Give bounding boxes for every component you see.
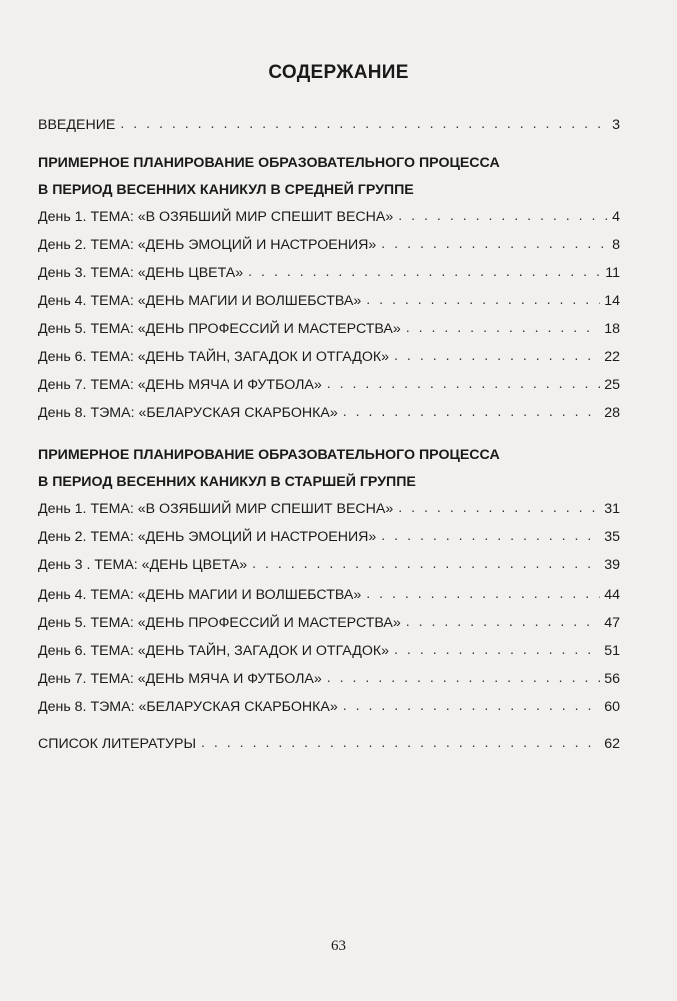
toc-entry-page: 44 [604, 587, 620, 603]
dot-leader [120, 116, 608, 132]
toc-entry-page: 51 [604, 643, 620, 659]
dot-leader [398, 208, 608, 224]
section-heading-senior-group [38, 442, 620, 496]
toc-entry[interactable] [38, 557, 620, 573]
dot-leader [248, 264, 601, 280]
toc-entry-page: 62 [604, 736, 620, 752]
section-heading-line: В ПЕРИОД ВЕСЕННИХ КАНИКУЛ В СТАРШЕЙ ГРУППЕ [38, 474, 416, 490]
toc-entry-label: День 2. ТЕМА: «ДЕНЬ ЭМОЦИЙ И НАСТРОЕНИЯ» [38, 529, 377, 545]
toc-entry-label: День 3 . ТЕМА: «ДЕНЬ ЦВЕТА» [38, 557, 248, 573]
dot-leader [327, 376, 600, 392]
dot-leader [394, 642, 600, 658]
toc-entry-label: День 8. ТЭМА: «БЕЛАРУСКАЯ СКАРБОНКА» [38, 405, 338, 421]
toc-entry[interactable] [38, 265, 620, 281]
toc-entry[interactable] [38, 377, 620, 393]
section-heading-middle-group [38, 150, 620, 204]
dot-leader [398, 500, 600, 516]
toc-entry-label: День 4. ТЕМА: «ДЕНЬ МАГИИ И ВОЛШЕБСТВА» [38, 293, 362, 309]
toc-entry[interactable] [38, 321, 620, 337]
toc-entry-label: СПИСОК ЛИТЕРАТУРЫ [38, 736, 197, 752]
toc-entry-label: День 8. ТЭМА: «БЕЛАРУСКАЯ СКАРБОНКА» [38, 699, 338, 715]
dot-leader [252, 556, 600, 572]
toc-entry-label: День 7. ТЕМА: «ДЕНЬ МЯЧА И ФУТБОЛА» [38, 377, 322, 393]
toc-entry-label: День 6. ТЕМА: «ДЕНЬ ТАЙН, ЗАГАДОК И ОТГАДОК» [38, 349, 390, 365]
dot-leader [381, 236, 608, 252]
toc-entry[interactable] [38, 643, 620, 659]
toc-entry-label: День 2. ТЕМА: «ДЕНЬ ЭМОЦИЙ И НАСТРОЕНИЯ» [38, 237, 377, 253]
toc-entry-literature[interactable] [38, 736, 620, 752]
toc-entry-page: 18 [604, 321, 620, 337]
dot-leader [381, 528, 600, 544]
dot-leader [394, 348, 600, 364]
toc-entry-page: 25 [604, 377, 620, 393]
toc-entry-page: 31 [604, 501, 620, 517]
dot-leader [327, 670, 600, 686]
section-heading-line: ПРИМЕРНОЕ ПЛАНИРОВАНИЕ ОБРАЗОВАТЕЛЬНОГО ПРОЦЕССА [38, 155, 500, 171]
toc-entry[interactable] [38, 501, 620, 517]
section-heading-line: В ПЕРИОД ВЕСЕННИХ КАНИКУЛ В СРЕДНЕЙ ГРУППЕ [38, 182, 414, 198]
toc-entry[interactable] [38, 671, 620, 687]
toc-entry[interactable] [38, 237, 620, 253]
toc-entry-label: День 3. ТЕМА: «ДЕНЬ ЦВЕТА» [38, 265, 244, 281]
toc-entry-intro[interactable] [38, 117, 620, 133]
toc-entry-page: 39 [604, 557, 620, 573]
toc-entry-page: 14 [604, 293, 620, 309]
toc-entry-page: 8 [612, 237, 620, 253]
toc-entry-label: День 1. ТЕМА: «В ОЗЯБШИЙ МИР СПЕШИТ ВЕСНА» [38, 209, 394, 225]
dot-leader [343, 404, 601, 420]
toc-entry[interactable] [38, 615, 620, 631]
toc-entry-label: День 4. ТЕМА: «ДЕНЬ МАГИИ И ВОЛШЕБСТВА» [38, 587, 362, 603]
toc-entry-page: 35 [604, 529, 620, 545]
toc-entry-label: День 7. ТЕМА: «ДЕНЬ МЯЧА И ФУТБОЛА» [38, 671, 322, 687]
toc-entry[interactable] [38, 405, 620, 421]
toc-entry-page: 3 [612, 117, 620, 133]
toc-entry[interactable] [38, 529, 620, 545]
toc-entry[interactable] [38, 349, 620, 365]
toc-entry-label: День 1. ТЕМА: «В ОЗЯБШИЙ МИР СПЕШИТ ВЕСНА» [38, 501, 394, 517]
toc-entry-page: 28 [604, 405, 620, 421]
section-heading-line: ПРИМЕРНОЕ ПЛАНИРОВАНИЕ ОБРАЗОВАТЕЛЬНОГО ПРОЦЕССА [38, 447, 500, 463]
toc-entry[interactable] [38, 293, 620, 309]
toc-entry-page: 22 [604, 349, 620, 365]
toc-entry-page: 4 [612, 209, 620, 225]
dot-leader [343, 698, 601, 714]
toc-entry-page: 11 [605, 265, 620, 281]
toc-entry-label: ВВЕДЕНИЕ [38, 117, 116, 133]
dot-leader [366, 586, 600, 602]
toc-entry[interactable] [38, 209, 620, 225]
toc-entry-page: 56 [604, 671, 620, 687]
page-number: 63 [331, 938, 346, 954]
dot-leader [406, 320, 600, 336]
toc-entry-page: 60 [604, 699, 620, 715]
dot-leader [406, 614, 600, 630]
dot-leader [366, 292, 600, 308]
toc-entry-label: День 5. ТЕМА: «ДЕНЬ ПРОФЕССИЙ И МАСТЕРСТВА» [38, 615, 401, 631]
toc-entry-label: День 5. ТЕМА: «ДЕНЬ ПРОФЕССИЙ И МАСТЕРСТВА» [38, 321, 401, 337]
page-title: СОДЕРЖАНИЕ [268, 62, 409, 83]
toc-entry[interactable] [38, 699, 620, 715]
dot-leader [201, 735, 600, 751]
toc-entry[interactable] [38, 587, 620, 603]
toc-entry-label: День 6. ТЕМА: «ДЕНЬ ТАЙН, ЗАГАДОК И ОТГАДОК» [38, 643, 390, 659]
toc-entry-page: 47 [604, 615, 620, 631]
